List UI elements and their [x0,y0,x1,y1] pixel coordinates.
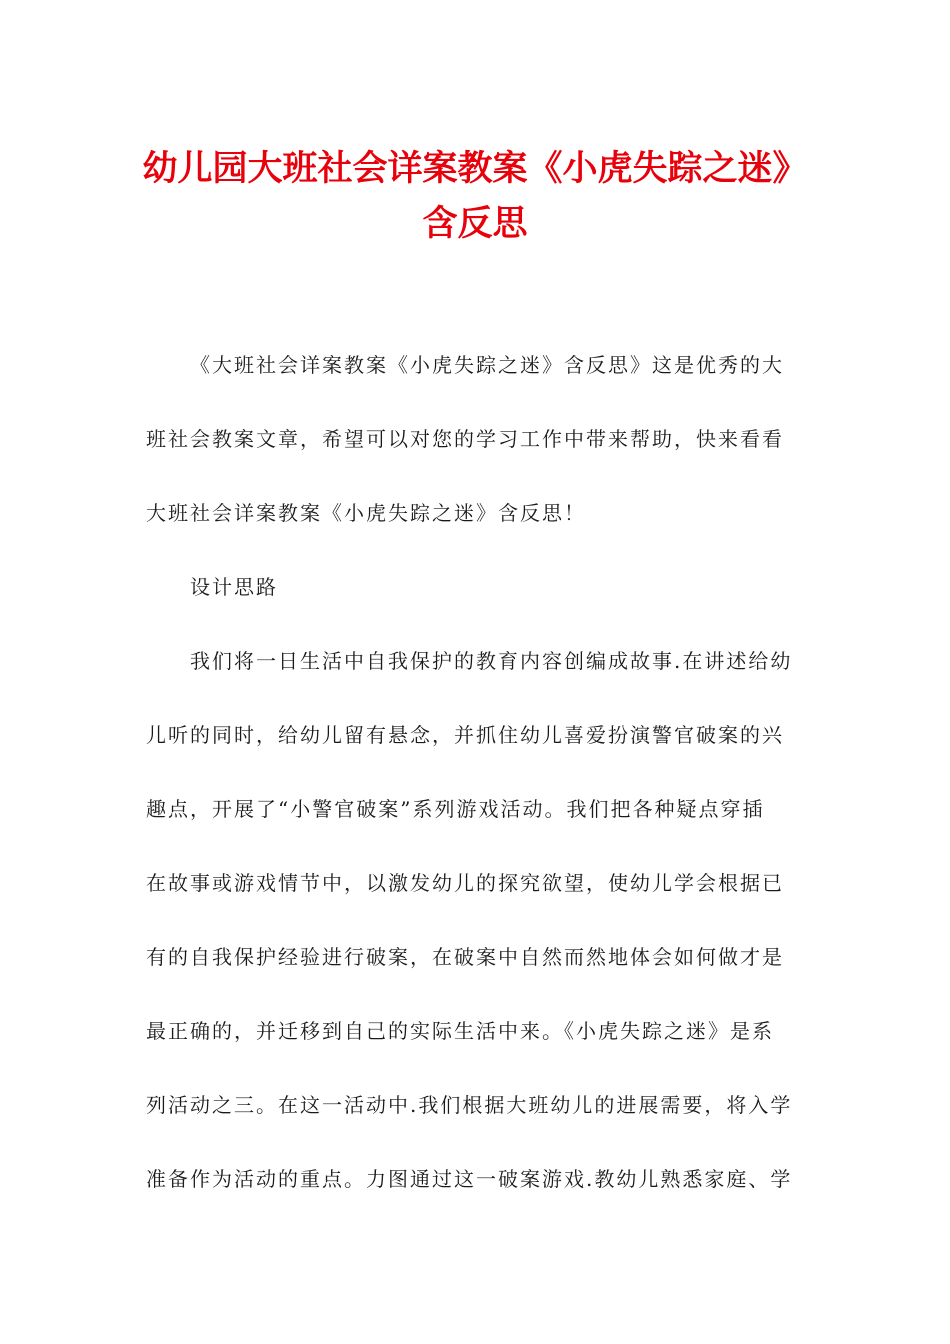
section-heading [146,550,806,624]
document-title [0,142,950,252]
design-line-1: 我们将一日生活中自我保护的教育内容创编成故事.在讲述给幼 [190,649,793,673]
section-heading-text: 设计思路 [190,575,278,599]
design-paragraph [146,624,806,1216]
design-line-3: 趣点，开展了“小警官破案”系列游戏活动。我们把各种疑点穿插 [146,797,765,821]
design-line-4: 在故事或游戏情节中，以激发幼儿的探究欲望，使幼儿学会根据已 [146,871,784,895]
design-line-2: 儿听的同时，给幼儿留有悬念，并抓住幼儿喜爱扮演警官破案的兴 [146,723,784,747]
design-line-7: 列活动之三。在这一活动中.我们根据大班幼儿的进展需要，将入学 [146,1093,793,1117]
intro-paragraph [146,328,806,550]
intro-line-3: 大班社会详案教案《小虎失踪之迷》含反思！ [146,501,586,525]
design-line-8: 准备作为活动的重点。力图通过这一破案游戏.教幼儿熟悉家庭、学 [146,1167,793,1191]
design-line-6: 最正确的，并迁移到自己的实际生活中来。《小虎失踪之迷》是系 [146,1019,774,1043]
title-line-2: 含反思 [422,204,528,244]
intro-line-2: 班社会教案文章，希望可以对您的学习工作中带来帮助，快来看看 [146,427,784,451]
title-line-1: 幼儿园大班社会详案教案《小虎失踪之迷》 [142,149,808,189]
document-body [146,328,806,1216]
design-line-5: 有的自我保护经验进行破案，在破案中自然而然地体会如何做才是 [146,945,784,969]
intro-line-1: 《大班社会详案教案《小虎失踪之迷》含反思》这是优秀的大 [190,353,784,377]
